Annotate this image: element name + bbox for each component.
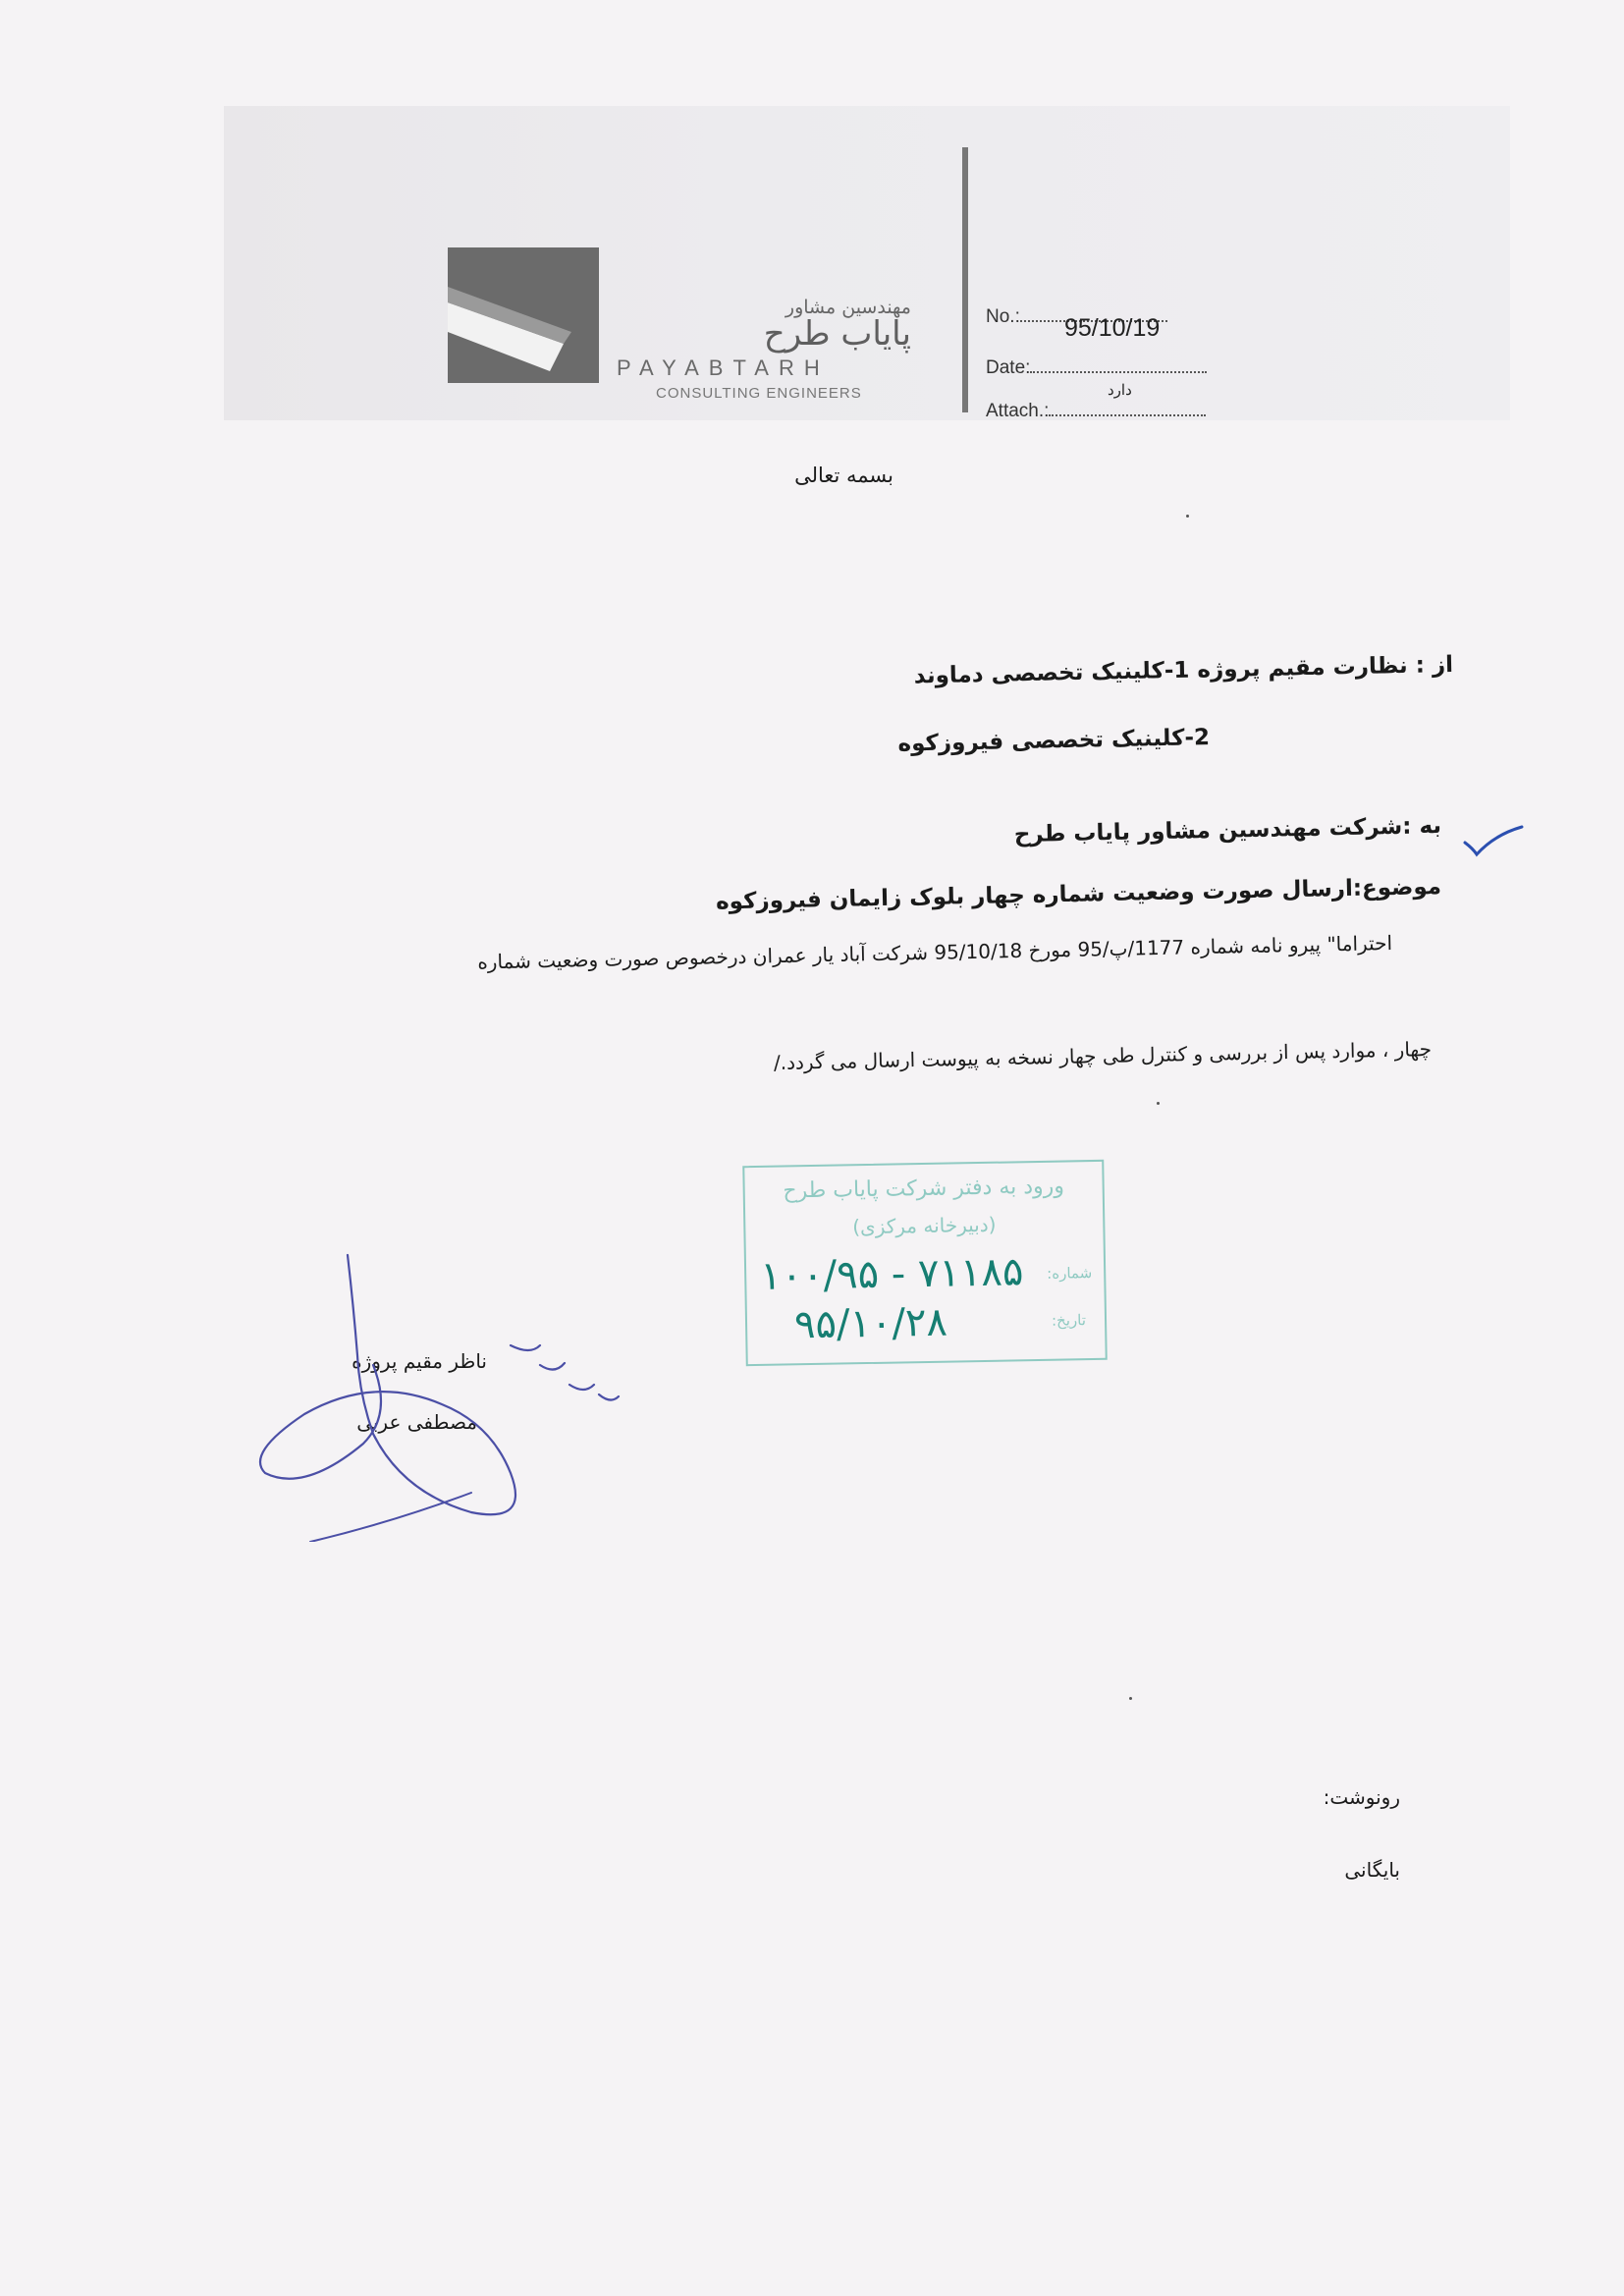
basmala-heading: بسمه تعالی [794,464,893,487]
signer-title: ناظر مقیم پروژه [352,1349,487,1373]
registry-stamp [742,1160,1108,1366]
recipient-line: به :شرکت مهندسین مشاور پایاب طرح [1013,813,1442,848]
letter-number-label: No.: [986,306,1020,327]
brand-name-fa: پایاب طرح [763,314,911,354]
brand-name-en: PAYABTARH [617,355,830,380]
letter-number-value: 95/10/19 [1064,314,1161,342]
stamp-subtitle: (دبیرخانه مرکزی) [852,1212,997,1239]
subject-line: موضوع:ارسال صورت وضعیت شماره چهار بلوک زایمان فیروزکوه [715,874,1442,915]
letter-date-label: Date: [986,357,1031,378]
body-paragraph-line-2: چهار ، موارد پس از بررسی و کنترل طی چهار نسخه به پیوست ارسال می گردد./ [773,1037,1433,1075]
scan-speck [1129,1697,1132,1700]
brand-tagline-en: CONSULTING ENGINEERS [656,385,862,402]
stamp-date-value: ۹۵/۱۰/۲۸ [793,1299,948,1348]
scan-speck [1157,1102,1160,1105]
from-line: از : نظارت مقیم پروژه 1-کلینیک تخصصی دماوند [913,652,1454,689]
stamp-number-value: ۱۰۰/۹۵ - ۷۱۱۸۵ [759,1249,1024,1299]
body-paragraph-line-1: احتراما" پیرو نامه شماره 1177/پ/95 مورخ 95/10/18 شرکت آباد یار عمران درخصوص صورت وضعیت شماره [477,931,1393,974]
attachment-field [986,401,1221,422]
from-line-2: 2-کلینیک تخصصی فیروزکوه [897,725,1211,757]
stamp-title: ورود به دفتر شرکت پایاب طرح [783,1174,1065,1204]
cc-label: رونوشت: [1323,1785,1400,1809]
cc-item-archive: بایگانی [1344,1858,1400,1882]
payabtarh-logo-icon [448,247,599,383]
stamp-number-label: شماره: [1047,1264,1093,1283]
letterhead-divider [962,147,968,412]
checkmark-icon [1461,823,1526,860]
attachment-label: Attach.: [986,401,1050,421]
signer-name: مصطفی عربی [356,1410,477,1434]
letter-date-field [986,357,1221,379]
stamp-date-label: تاریخ: [1051,1311,1087,1330]
scan-speck [1186,515,1189,518]
attachment-value: دارد [1108,382,1132,399]
brand-subtitle-fa: مهندسین مشاور [785,297,911,318]
handwritten-signature-icon [245,1247,638,1542]
